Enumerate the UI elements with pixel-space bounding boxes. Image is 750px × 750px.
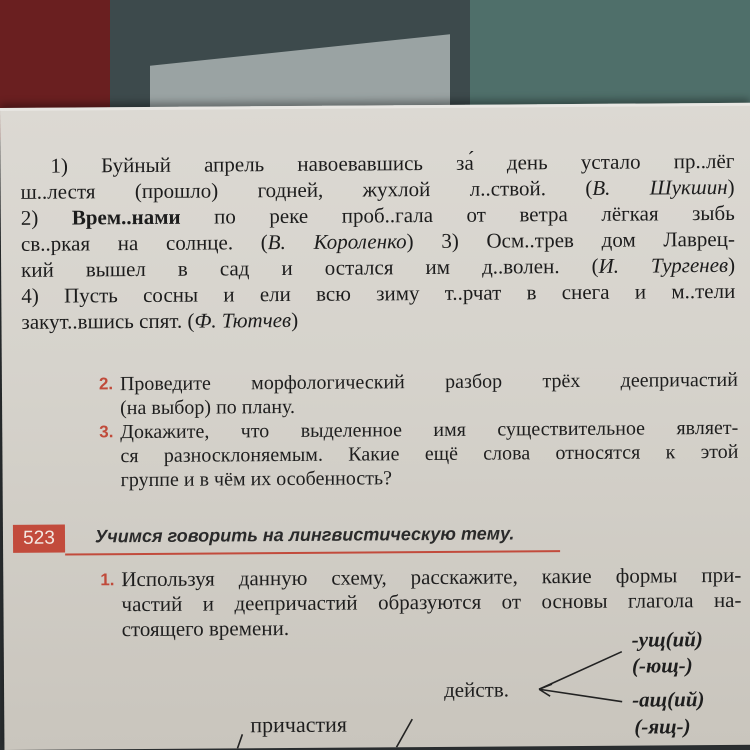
- exercise-line-3: 2) Врем..нами по реке проб..гала от ветра лёгкая зыбь: [20, 200, 735, 230]
- scheme-branch-lower: [539, 689, 622, 703]
- task-number: 3.: [99, 422, 114, 442]
- suffix-label: (-ящ-): [634, 714, 691, 739]
- exercise-line-6: 4) Пусть сосны и ели всю зиму т..рчат в снега и м..тели: [21, 278, 736, 308]
- exercise-number-badge: 523: [13, 525, 65, 553]
- task-number: 2.: [98, 374, 114, 394]
- textbook-page: [0, 103, 750, 750]
- task-line: группе и в чём их особенность?: [120, 467, 393, 492]
- exercise-line-2: ш..лестя (прошло) годней, жухлой л..ствой. (В. Шукшин): [20, 174, 735, 204]
- suffix-label: -ащ(ий): [632, 687, 705, 712]
- task-line: Проведите морфологический разбор трёх деепричастий: [119, 368, 738, 396]
- highlighted-noun: Врем..нами: [71, 204, 181, 230]
- exercise-line-4: св..ркая на солнце. (В. Короленко) 3) Осм..трев дом Лаврец-: [20, 226, 735, 256]
- section-title: Учимся говорить на лингвистическую тему.: [94, 523, 515, 547]
- task-line: Докажите, что выделенное имя существительное являет-: [120, 416, 739, 444]
- task-line: стоящего времени.: [121, 615, 290, 642]
- task-line: частий и деепричастий образуются от основы глагола на-: [121, 587, 742, 617]
- exercise-line-7: закут..вшись спят. (Ф. Тютчев): [21, 307, 299, 334]
- exercise-line-1: 1) Буйный апрель навоевавшись за́ день устало пр..лёг: [50, 148, 735, 178]
- scheme-branch-left: [237, 734, 242, 748]
- suffix-label: -ущ(ий): [631, 627, 703, 652]
- task-number: 1.: [100, 570, 115, 590]
- scheme-label-prichastiya: причастия: [250, 711, 348, 738]
- task-line: Используя данную схему, расскажите, какие формы при-: [121, 562, 742, 592]
- suffix-label: (-ющ-): [631, 653, 693, 678]
- scheme-diagram: [0, 103, 750, 750]
- task-line: ся разносклоняемым. Какие ещё слова относятся к этой: [120, 440, 739, 468]
- task-line: (на выбор) по плану.: [120, 395, 296, 420]
- scheme-branch-down: [396, 719, 412, 747]
- exercise-line-5: кий вышел в сад и остался им д..волен. (И. Тургенев): [21, 252, 736, 282]
- scheme-label-deistv: действ.: [443, 677, 510, 702]
